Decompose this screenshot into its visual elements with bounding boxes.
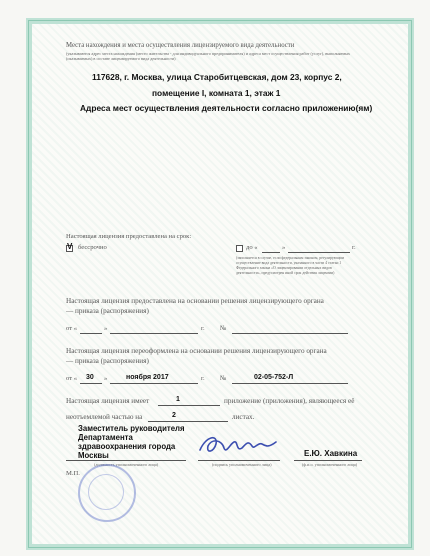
reissue-year-suffix: г. (201, 375, 205, 382)
until-day-line (262, 252, 280, 253)
address-line-1: 117628, г. Москва, улица Старобитцевская, дом 23, корпус 2, (92, 72, 342, 82)
signatory-name: Е.Ю. Хавкина (304, 449, 358, 458)
signatory-position-2: Департамента (78, 433, 133, 442)
official-seal-stamp (78, 464, 136, 522)
mp-label: М.П. (66, 470, 80, 477)
reissue-day: 30 (86, 374, 94, 381)
address-line-2: помещение I, комната 1, этаж 1 (152, 88, 281, 98)
indefinite-label: бессрочно (78, 244, 107, 251)
signature-note: (подпись уполномоченного лица) (212, 462, 272, 467)
reissue-day-line (80, 383, 102, 384)
until-checkbox (236, 245, 243, 252)
check-mark: V (67, 242, 73, 251)
basis-day-line (80, 333, 102, 334)
until-year-suffix: г. (352, 244, 356, 251)
attachments-suffix: листах. (232, 413, 255, 421)
sheets-count: 2 (172, 412, 176, 419)
until-month-line (288, 252, 350, 253)
name-line (294, 460, 362, 461)
reissue-text-2: — приказа (распоряжения) (66, 357, 149, 365)
basis-number-label: № (220, 325, 227, 332)
basis-month-line (110, 333, 198, 334)
reissue-month-line (110, 383, 198, 384)
basis-text-1: Настоящая лицензия предоставлена на основании решения лицензирующего органа (66, 297, 324, 305)
signatory-position-3: здравоохранения города (78, 442, 176, 451)
reissue-text-1: Настоящая лицензия переоформлена на основании решения лицензирующего органа (66, 347, 327, 355)
until-label: до « (246, 244, 258, 251)
reissue-number-line (232, 383, 348, 384)
places-heading: Места нахождения и места осуществления лицензируемого вида деятельности (66, 42, 295, 49)
attachments-prefix-2: неотъемлемой частью на (66, 413, 143, 421)
reissue-from: от « (66, 375, 78, 382)
address-line-3: Адреса мест осуществления деятельности согласно приложению(ям) (80, 103, 373, 113)
basis-text-2: — приказа (распоряжения) (66, 307, 149, 315)
attachments-middle: приложение (приложения), являющееся её (224, 397, 355, 405)
signature-mark (196, 430, 286, 462)
signatory-position-4: Москвы (78, 451, 109, 460)
sheets-line (148, 421, 228, 422)
reissue-month: ноября 2017 (126, 374, 169, 381)
attachments-count-line (158, 405, 220, 406)
basis-close-quote: » (104, 325, 108, 332)
reissue-close-quote: » (104, 375, 108, 382)
places-heading-note: (указываются адрес места нахождения (место жительства - для индивидуального предпринимателя) и адреса мест осуществления работ (услуг), выполняемых (оказываемых) в составе лицензируемого вида деятельности) (66, 51, 351, 61)
reissue-number-label: № (220, 375, 227, 382)
basis-year-suffix: г. (201, 325, 205, 332)
signatory-position-1: Заместитель руководителя (78, 424, 185, 433)
term-note: (заполняется в случае, если федеральным законом, регулирующим осуществление вида деятельности, указанного в части 4 статьи 1 Федерального закона «О лицензировании отдельных видов деятельности», предусмотрен иной срок действия лицензии) (236, 256, 344, 275)
basis-number-line (232, 333, 348, 334)
term-label: Настоящая лицензия предоставлена на срок: (66, 233, 192, 240)
position-line (66, 460, 186, 461)
basis-from: от « (66, 325, 78, 332)
position-note: (должность уполномоченного лица) (94, 462, 159, 467)
until-close-quote: » (282, 244, 286, 251)
attachments-prefix: Настоящая лицензия имеет (66, 397, 150, 405)
name-note: (ф.и.о. уполномоченного лица) (302, 462, 358, 467)
attachments-count: 1 (176, 396, 180, 403)
reissue-number: 02-05-752-Л (254, 374, 294, 381)
